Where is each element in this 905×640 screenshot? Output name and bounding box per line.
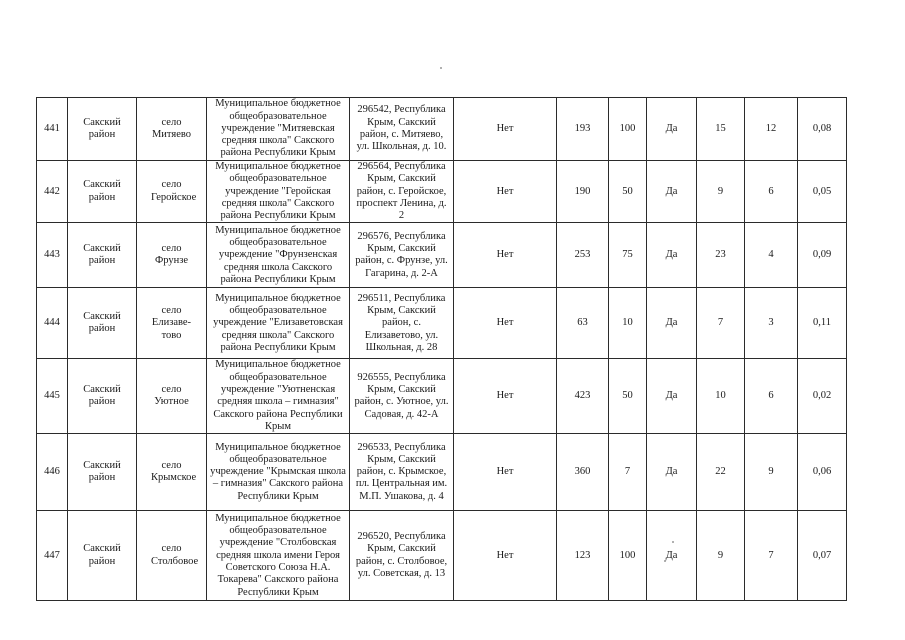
value3-cell: 7 — [697, 288, 745, 359]
address-cell: 296533, Республика Крым, Сакский район, с. Крымское, пл. Центральная им. М.П. Ушакова, д. 4 — [350, 434, 454, 511]
flag-cell: Нет — [454, 511, 557, 601]
row-number: 446 — [37, 434, 68, 511]
row-number: 444 — [37, 288, 68, 359]
value2-cell: 100 — [609, 98, 647, 161]
address-cell: 296576, Республика Крым, Сакский район, с. Фрунзе, ул. Гагарина, д. 2-А — [350, 223, 454, 288]
table-row — [37, 161, 847, 223]
value2-cell: 75 — [609, 223, 647, 288]
address-cell: 296542, Республика Крым, Сакский район, с. Митяево, ул. Школьная, д. 10. — [350, 98, 454, 161]
address-cell: 296564, Республика Крым, Сакский район, с. Геройское, проспект Ленина, д. 2 — [350, 161, 454, 223]
yes-cell: Да — [647, 98, 697, 161]
value5-cell: 0,08 — [798, 98, 847, 161]
settlement-cell: село Елизаве-тово — [137, 288, 207, 359]
value5-cell: 0,05 — [798, 161, 847, 223]
district-cell: Сакский район — [68, 434, 137, 511]
settlement-cell: село Крымское — [137, 434, 207, 511]
value1-cell: 193 — [557, 98, 609, 161]
value3-cell: 15 — [697, 98, 745, 161]
district-cell: Сакский район — [68, 98, 137, 161]
district-cell: Сакский район — [68, 511, 137, 601]
settlement-cell: село Столбовое — [137, 511, 207, 601]
scan-speck — [440, 67, 442, 69]
row-number: 442 — [37, 161, 68, 223]
settlement-cell: село Фрунзе — [137, 223, 207, 288]
institution-cell: Муниципальное бюджетное общеобразовательное учреждение "Уютненская средняя школа – гимназия" Сакского района Республики Крым — [207, 359, 350, 434]
yes-cell: Да — [647, 359, 697, 434]
row-number: 447 — [37, 511, 68, 601]
address-cell: 926555, Республика Крым, Сакский район, с. Уютное, ул. Садовая, д. 42-А — [350, 359, 454, 434]
institution-cell: Муниципальное бюджетное общеобразовательное учреждение "Елизаветовская средняя школа" Сакского района Республики Крым — [207, 288, 350, 359]
value1-cell: 63 — [557, 288, 609, 359]
value1-cell: 423 — [557, 359, 609, 434]
value4-cell: 12 — [745, 98, 798, 161]
value3-cell: 23 — [697, 223, 745, 288]
value3-cell: 10 — [697, 359, 745, 434]
value1-cell: 360 — [557, 434, 609, 511]
value2-cell: 100 — [609, 511, 647, 601]
district-cell: Сакский район — [68, 359, 137, 434]
institution-cell: Муниципальное бюджетное общеобразовательное учреждение "Геройская средняя школа" Сакского района Республики Крым — [207, 161, 350, 223]
value3-cell: 22 — [697, 434, 745, 511]
value2-cell: 10 — [609, 288, 647, 359]
scan-speck — [672, 541, 674, 543]
value4-cell: 7 — [745, 511, 798, 601]
value2-cell: 50 — [609, 161, 647, 223]
table-row — [37, 511, 847, 601]
table-body — [37, 98, 847, 601]
row-number: 443 — [37, 223, 68, 288]
scan-speck — [664, 560, 666, 562]
table-row — [37, 98, 847, 161]
value4-cell: 3 — [745, 288, 798, 359]
district-cell: Сакский район — [68, 288, 137, 359]
institution-cell: Муниципальное бюджетное общеобразовательное учреждение "Фрунзенская средняя школа Сакского района Республики Крым — [207, 223, 350, 288]
flag-cell: Нет — [454, 434, 557, 511]
address-cell: 296520, Республика Крым, Сакский район, с. Столбовое, ул. Советская, д. 13 — [350, 511, 454, 601]
value1-cell: 253 — [557, 223, 609, 288]
row-number: 441 — [37, 98, 68, 161]
value5-cell: 0,07 — [798, 511, 847, 601]
row-number: 445 — [37, 359, 68, 434]
value3-cell: 9 — [697, 511, 745, 601]
value4-cell: 4 — [745, 223, 798, 288]
value5-cell: 0,02 — [798, 359, 847, 434]
flag-cell: Нет — [454, 223, 557, 288]
value1-cell: 190 — [557, 161, 609, 223]
table-row — [37, 288, 847, 359]
settlement-cell: село Уютное — [137, 359, 207, 434]
value4-cell: 6 — [745, 161, 798, 223]
table-row — [37, 223, 847, 288]
yes-cell: Да — [647, 511, 697, 601]
value1-cell: 123 — [557, 511, 609, 601]
value2-cell: 7 — [609, 434, 647, 511]
value5-cell: 0,09 — [798, 223, 847, 288]
district-cell: Сакский район — [68, 223, 137, 288]
yes-cell: Да — [647, 223, 697, 288]
institution-cell: Муниципальное бюджетное общеобразовательное учреждение "Митяевская средняя школа" Сакского района Республики Крым — [207, 98, 350, 161]
settlement-cell: село Митяево — [137, 98, 207, 161]
table-row — [37, 359, 847, 434]
institution-cell: Муниципальное бюджетное общеобразовательное учреждение "Столбовская средняя школа имени Героя Советского Союза Н.А. Токарева" Сакского района Республики Крым — [207, 511, 350, 601]
table-row — [37, 434, 847, 511]
district-cell: Сакский район — [68, 161, 137, 223]
flag-cell: Нет — [454, 359, 557, 434]
flag-cell: Нет — [454, 288, 557, 359]
value4-cell: 6 — [745, 359, 798, 434]
value5-cell: 0,11 — [798, 288, 847, 359]
flag-cell: Нет — [454, 161, 557, 223]
yes-cell: Да — [647, 288, 697, 359]
yes-cell: Да — [647, 161, 697, 223]
schools-table — [36, 97, 847, 601]
value4-cell: 9 — [745, 434, 798, 511]
value5-cell: 0,06 — [798, 434, 847, 511]
value3-cell: 9 — [697, 161, 745, 223]
flag-cell: Нет — [454, 98, 557, 161]
institution-cell: Муниципальное бюджетное общеобразовательное учреждение "Крымская школа – гимназия" Сакского района Республики Крым — [207, 434, 350, 511]
address-cell: 296511, Республика Крым, Сакский район, с. Елизаветово, ул. Школьная, д. 28 — [350, 288, 454, 359]
settlement-cell: село Геройское — [137, 161, 207, 223]
value2-cell: 50 — [609, 359, 647, 434]
yes-cell: Да — [647, 434, 697, 511]
